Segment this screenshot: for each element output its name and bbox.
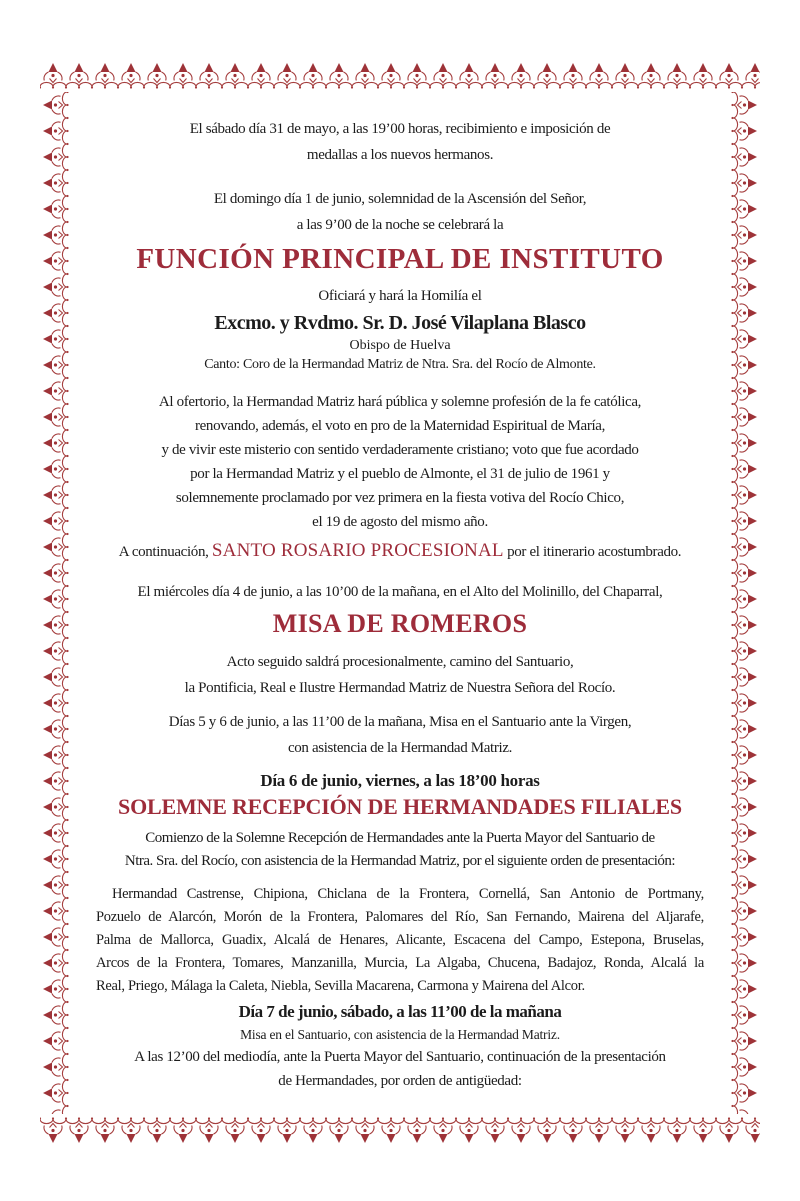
heading-funcion-principal: FUNCIÓN PRINCIPAL DE INSTITUTO — [136, 243, 664, 275]
paragraph-medallas — [80, 116, 720, 168]
text-line: A las 12’00 del mediodía, ante la Puerta Mayor del Santuario, continuación de la presentación — [134, 1049, 666, 1065]
line-oficiara: Oficiará y hará la Homilía el — [318, 288, 482, 304]
text-line: con asistencia de la Hermandad Matriz. — [287, 740, 513, 756]
heading-misa-de-romeros: MISA DE ROMEROS — [272, 609, 528, 638]
paragraph-hermandades-list — [96, 883, 704, 998]
text-line: Hermandad Castrense, Chipiona, Chiclana de la Frontera, Cornellá, San Antonio de Portmany, — [112, 886, 704, 902]
text-line: Días 5 y 6 de junio, a las 11’00 de la mañana, Misa en el Santuario ante la Virgen, — [168, 714, 632, 730]
text-line: El domingo día 1 de junio, solemnidad de la Ascensión del Señor, — [213, 191, 587, 207]
text-line: Arcos de la Frontera, Tomares, Manzanilla, Murcia, La Algaba, Chucena, Badajoz, Ronda, Alcalá la — [96, 955, 704, 971]
rosario-suffix: por el itinerario acostumbrado. — [503, 544, 682, 560]
ornamental-border-left-icon — [40, 92, 72, 1114]
line-santo-rosario — [80, 538, 720, 565]
heading-solemne-recepcion: SOLEMNE RECEPCIÓN DE HERMANDADES FILIALES — [118, 794, 682, 819]
line-misa-santuario: Misa en el Santuario, con asistencia de la Hermandad Matriz. — [240, 1027, 560, 1042]
paragraph-ofertorio — [80, 390, 720, 534]
ornamental-border-bottom-icon — [40, 1114, 760, 1146]
text-line: Pozuelo de Alarcón, Morón de la Frontera, Palomares del Río, San Fernando, Mairena del Aljarafe, — [96, 909, 704, 925]
text-line: Palma de Mallorca, Guadix, Alcalá de Henares, Alicante, Escacena del Campo, Estepona, Bruselas, — [96, 932, 704, 948]
ornamental-border-right-icon — [728, 92, 760, 1114]
paragraph-comienzo — [80, 827, 720, 873]
heading-dia-7-junio: Día 7 de junio, sábado, a las 11’00 de la mañana — [238, 1002, 562, 1021]
line-obispo-cargo: Obispo de Huelva — [349, 338, 451, 353]
rosario-prefix: A continuación, — [118, 544, 212, 560]
line-obispo-nombre: Excmo. y Rvdmo. Sr. D. José Vilaplana Blasco — [214, 312, 586, 334]
text-line: a las 9’00 de la noche se celebrará la — [296, 217, 504, 233]
text-line: medallas a los nuevos hermanos. — [306, 147, 494, 163]
text-line: Al ofertorio, la Hermandad Matriz hará pública y solemne profesión de la fe católica, — [158, 394, 642, 410]
text-line: renovando, además, el voto en pro de la Maternidad Espiritual de María, — [194, 418, 605, 434]
page-content — [80, 92, 720, 1093]
text-line: El sábado día 31 de mayo, a las 19’00 horas, recibimiento e imposición de — [189, 121, 611, 137]
text-line: Comienzo de la Solemne Recepción de Hermandades ante la Puerta Mayor del Santuario de — [145, 830, 655, 846]
ornamental-border-top-icon — [40, 60, 760, 92]
line-miercoles: El miércoles día 4 de junio, a las 10’00 de la mañana, en el Alto del Molinillo, del Chaparral, — [137, 584, 663, 600]
text-line: solemnemente proclamado por vez primera en la fiesta votiva del Rocío Chico, — [175, 490, 625, 506]
line-canto: Canto: Coro de la Hermandad Matriz de Ntra. Sra. del Rocío de Almonte. — [204, 357, 596, 372]
text-line: de Hermandades, por orden de antigüedad: — [278, 1073, 522, 1089]
heading-dia-6-junio: Día 6 de junio, viernes, a las 18’00 horas — [260, 771, 540, 790]
rosario-highlight: SANTO ROSARIO PROCESIONAL — [211, 540, 504, 561]
text-line: Real, Priego, Málaga la Caleta, Niebla, Sevilla Macarena, Carmona y Mairena del Alcor. — [96, 978, 585, 994]
paragraph-ascension — [80, 186, 720, 238]
paragraph-dias-5-6 — [80, 709, 720, 761]
text-line: la Pontificia, Real e Ilustre Hermandad Matriz de Nuestra Señora del Rocío. — [184, 680, 616, 696]
paragraph-acto-seguido — [80, 649, 720, 701]
paragraph-continuacion — [80, 1045, 720, 1093]
text-line: el 19 de agosto del mismo año. — [312, 514, 488, 530]
text-line: por la Hermandad Matriz y el pueblo de Almonte, el 31 de julio de 1961 y — [190, 466, 610, 482]
text-line: Acto seguido saldrá procesionalmente, camino del Santuario, — [226, 654, 574, 670]
text-line: y de vivir este misterio con sentido verdaderamente cristiano; voto que fue acordado — [161, 442, 639, 458]
text-line: Ntra. Sra. del Rocío, con asistencia de la Hermandad Matriz, por el siguiente orden de presentación: — [124, 853, 676, 869]
